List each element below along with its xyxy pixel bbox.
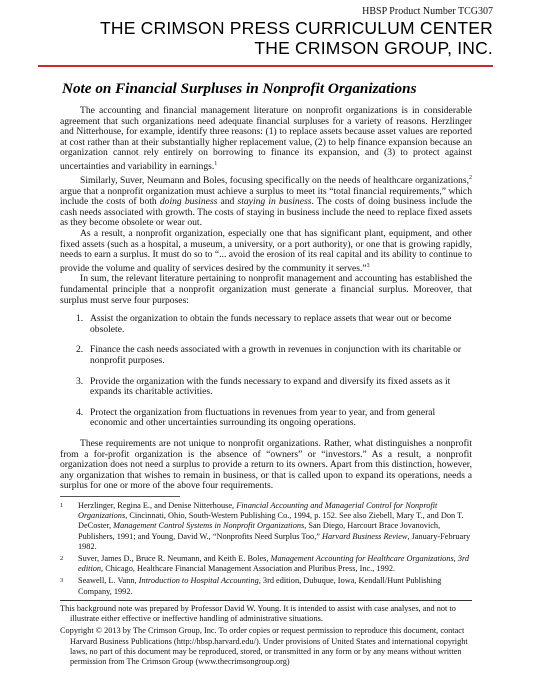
footnote-number: 3 bbox=[60, 577, 64, 585]
footnote-part: Herzlinger, Regina E., and Denise Nitterhouse, bbox=[78, 500, 237, 510]
footnote-divider bbox=[60, 496, 180, 497]
footnote-part: Suver, James D., Bruce R. Neumann, and Keith E. Boles, bbox=[78, 553, 271, 563]
list-item bbox=[76, 377, 472, 398]
footnote bbox=[60, 576, 472, 596]
footnote-part: , 3rd edition, Dubuque, Iowa, Kendall/Hunt Publishing Company, 1992. bbox=[78, 576, 442, 596]
emphasis: staying in business bbox=[237, 196, 312, 208]
publisher-line-2: THE CRIMSON GROUP, INC. bbox=[254, 38, 493, 58]
document-title: Note on Financial Surpluses in Nonprofit Organizations bbox=[62, 80, 417, 97]
footnote bbox=[60, 554, 472, 574]
footnote-number: 2 bbox=[60, 554, 64, 562]
footnote-part: Seawell, L. Vann, bbox=[78, 576, 139, 586]
footnote-ref: 1 bbox=[214, 160, 218, 167]
list-text: Assist the organization to obtain the funds necessary to replace assets that wear out or become obsolete. bbox=[90, 313, 452, 335]
footnote-ref: 3 bbox=[366, 262, 370, 269]
paragraph-text: argue that a nonprofit organization must achieve a surplus to meet its “total financial requirements,” which include the costs of both bbox=[60, 185, 472, 208]
emphasis: doing business bbox=[159, 196, 218, 208]
footnote-text bbox=[78, 554, 472, 574]
paragraph bbox=[60, 229, 472, 275]
footnote-ref: 2 bbox=[469, 174, 472, 181]
footnote-number: 1 bbox=[60, 501, 64, 509]
paragraph bbox=[60, 173, 472, 229]
list-item bbox=[76, 408, 472, 429]
header-divider bbox=[38, 65, 493, 67]
footnote-text bbox=[78, 576, 472, 596]
emphasis: Harvard Business Review bbox=[322, 531, 408, 541]
footnote-part: , Cincinnati, Ohio, South-Western Publishing Co., 1994, p. 152. See also Ziebell, Mary T., and Don T. DeCoster, bbox=[78, 511, 464, 531]
publisher-header bbox=[100, 18, 493, 58]
purposes-list bbox=[60, 314, 472, 429]
list-text: Finance the cash needs associated with a growth in revenues in conjunction with its charitable or nonprofit purposes. bbox=[90, 344, 462, 367]
paragraph: In sum, the relevant literature pertaining to nonprofit management and accounting has established the fundamental principle that a nonprofit organization must generate a financial surplus. Moreover, that surplus must serve four purposes: bbox=[60, 273, 472, 306]
emphasis: Management Control Systems in Nonprofit Organizations bbox=[113, 521, 305, 531]
footnote-part: , January-February 1982. bbox=[78, 531, 471, 551]
emphasis: Management Accounting for Healthcare Organizations, 3rd edition bbox=[78, 553, 470, 574]
list-text: Protect the organization from fluctuations in revenues from year to year, and from general economic and other uncertainties surrounding its ongoing operations. bbox=[90, 406, 436, 429]
footnote-part: , Chicago, Healthcare Financial Management Association and Pluribus Press, Inc., 1992. bbox=[101, 564, 396, 574]
publisher-line-1: THE CRIMSON PRESS CURRICULUM CENTER bbox=[100, 18, 493, 38]
paragraph-text: . The costs of doing business include the cash needs associated with growth. The costs of staying in business include the need to replace fixed assets as they become obsolete or wear out. bbox=[60, 196, 472, 229]
paragraph-text: The accounting and financial management literature on nonprofit organizations is in considerable agreement that such organizations need adequate financial surpluses for a variety of reasons. Herzlinger and Nitterhouse, for example, identify three reasons: (1) to replace assets because asset values are reported at cost rather than at their substantially higher replacement value, (2) to help finance expansion because an organization cannot rely entirely on borrowing to finance its expansion, and (3) to protect against uncertainties and variability in earnings. bbox=[60, 105, 472, 173]
document-notice bbox=[60, 604, 472, 669]
list-number: 1. bbox=[76, 313, 84, 325]
preparation-note: This background note was prepared by Professor David W. Young. It is intended to assist with case analyses, and not to illustrate either effective or ineffective handling of administrative situations. bbox=[60, 604, 456, 624]
footnote-part: , San Diego, Harcourt Brace Jovanovich, Publishers, 1991; and Young, David W., “Nonprofits Need Surplus Too,” bbox=[78, 521, 441, 541]
paragraph: These requirements are not unique to nonprofit organizations. Rather, what distinguishes a nonprofit from a for-profit organization is the absence of “owners” or “investors.” As a result, a nonprofit organization does not need a surplus to provide a return to its owners. Apart from this distinction, however, any organization that wishes to remain in business, or that is called upon to expand its operations, needs a surplus for one or more of the above four requirements. bbox=[60, 438, 472, 492]
list-number: 3. bbox=[76, 375, 84, 387]
paragraph-text: and bbox=[217, 196, 238, 208]
emphasis: Introduction to Hospital Accounting bbox=[138, 576, 259, 586]
bottom-divider bbox=[60, 600, 472, 601]
paragraph-text: As a result, a nonprofit organization, especially one that has significant plant, equipment, and other fixed assets (such as a hospital, a museum, a university, or a port authority), or one that is growing rapidly, needs to earn a surplus. It must do so to “... avoid the erosion of its real capital and its ability to continue to provide the volume and quality of services desired by the community it serves.” bbox=[60, 227, 472, 274]
list-item bbox=[76, 314, 472, 335]
product-number: HBSP Product Number TCG307 bbox=[362, 6, 493, 17]
copyright-notice: Copyright © 2013 by The Crimson Group, Inc. To order copies or request permission to reproduce this document, contact Harvard Business Publications (http://hbsp.harvard.edu/). Under provisions of United States and international copyright laws, no part of this document may be reproduced, stored, or transmitted in any form or by any means without written permission from The Crimson Group (www.thecrimsongroup.org) bbox=[60, 626, 468, 667]
list-number: 4. bbox=[76, 406, 84, 418]
paragraph-text: Similarly, Suver, Neumann and Boles, focusing specifically on the needs of healthcare organizations, bbox=[80, 174, 469, 186]
footnote-text bbox=[78, 501, 472, 552]
document-body bbox=[60, 106, 472, 599]
paragraph bbox=[60, 106, 472, 173]
list-item bbox=[76, 345, 472, 366]
list-number: 2. bbox=[76, 344, 84, 356]
emphasis: Financial Accounting and Managerial Control for Nonprofit Organizations bbox=[78, 500, 438, 521]
list-text: Provide the organization with the funds necessary to expand and diversify its fixed assets as it expands its charitable activities. bbox=[90, 375, 451, 398]
footnote bbox=[60, 501, 472, 552]
